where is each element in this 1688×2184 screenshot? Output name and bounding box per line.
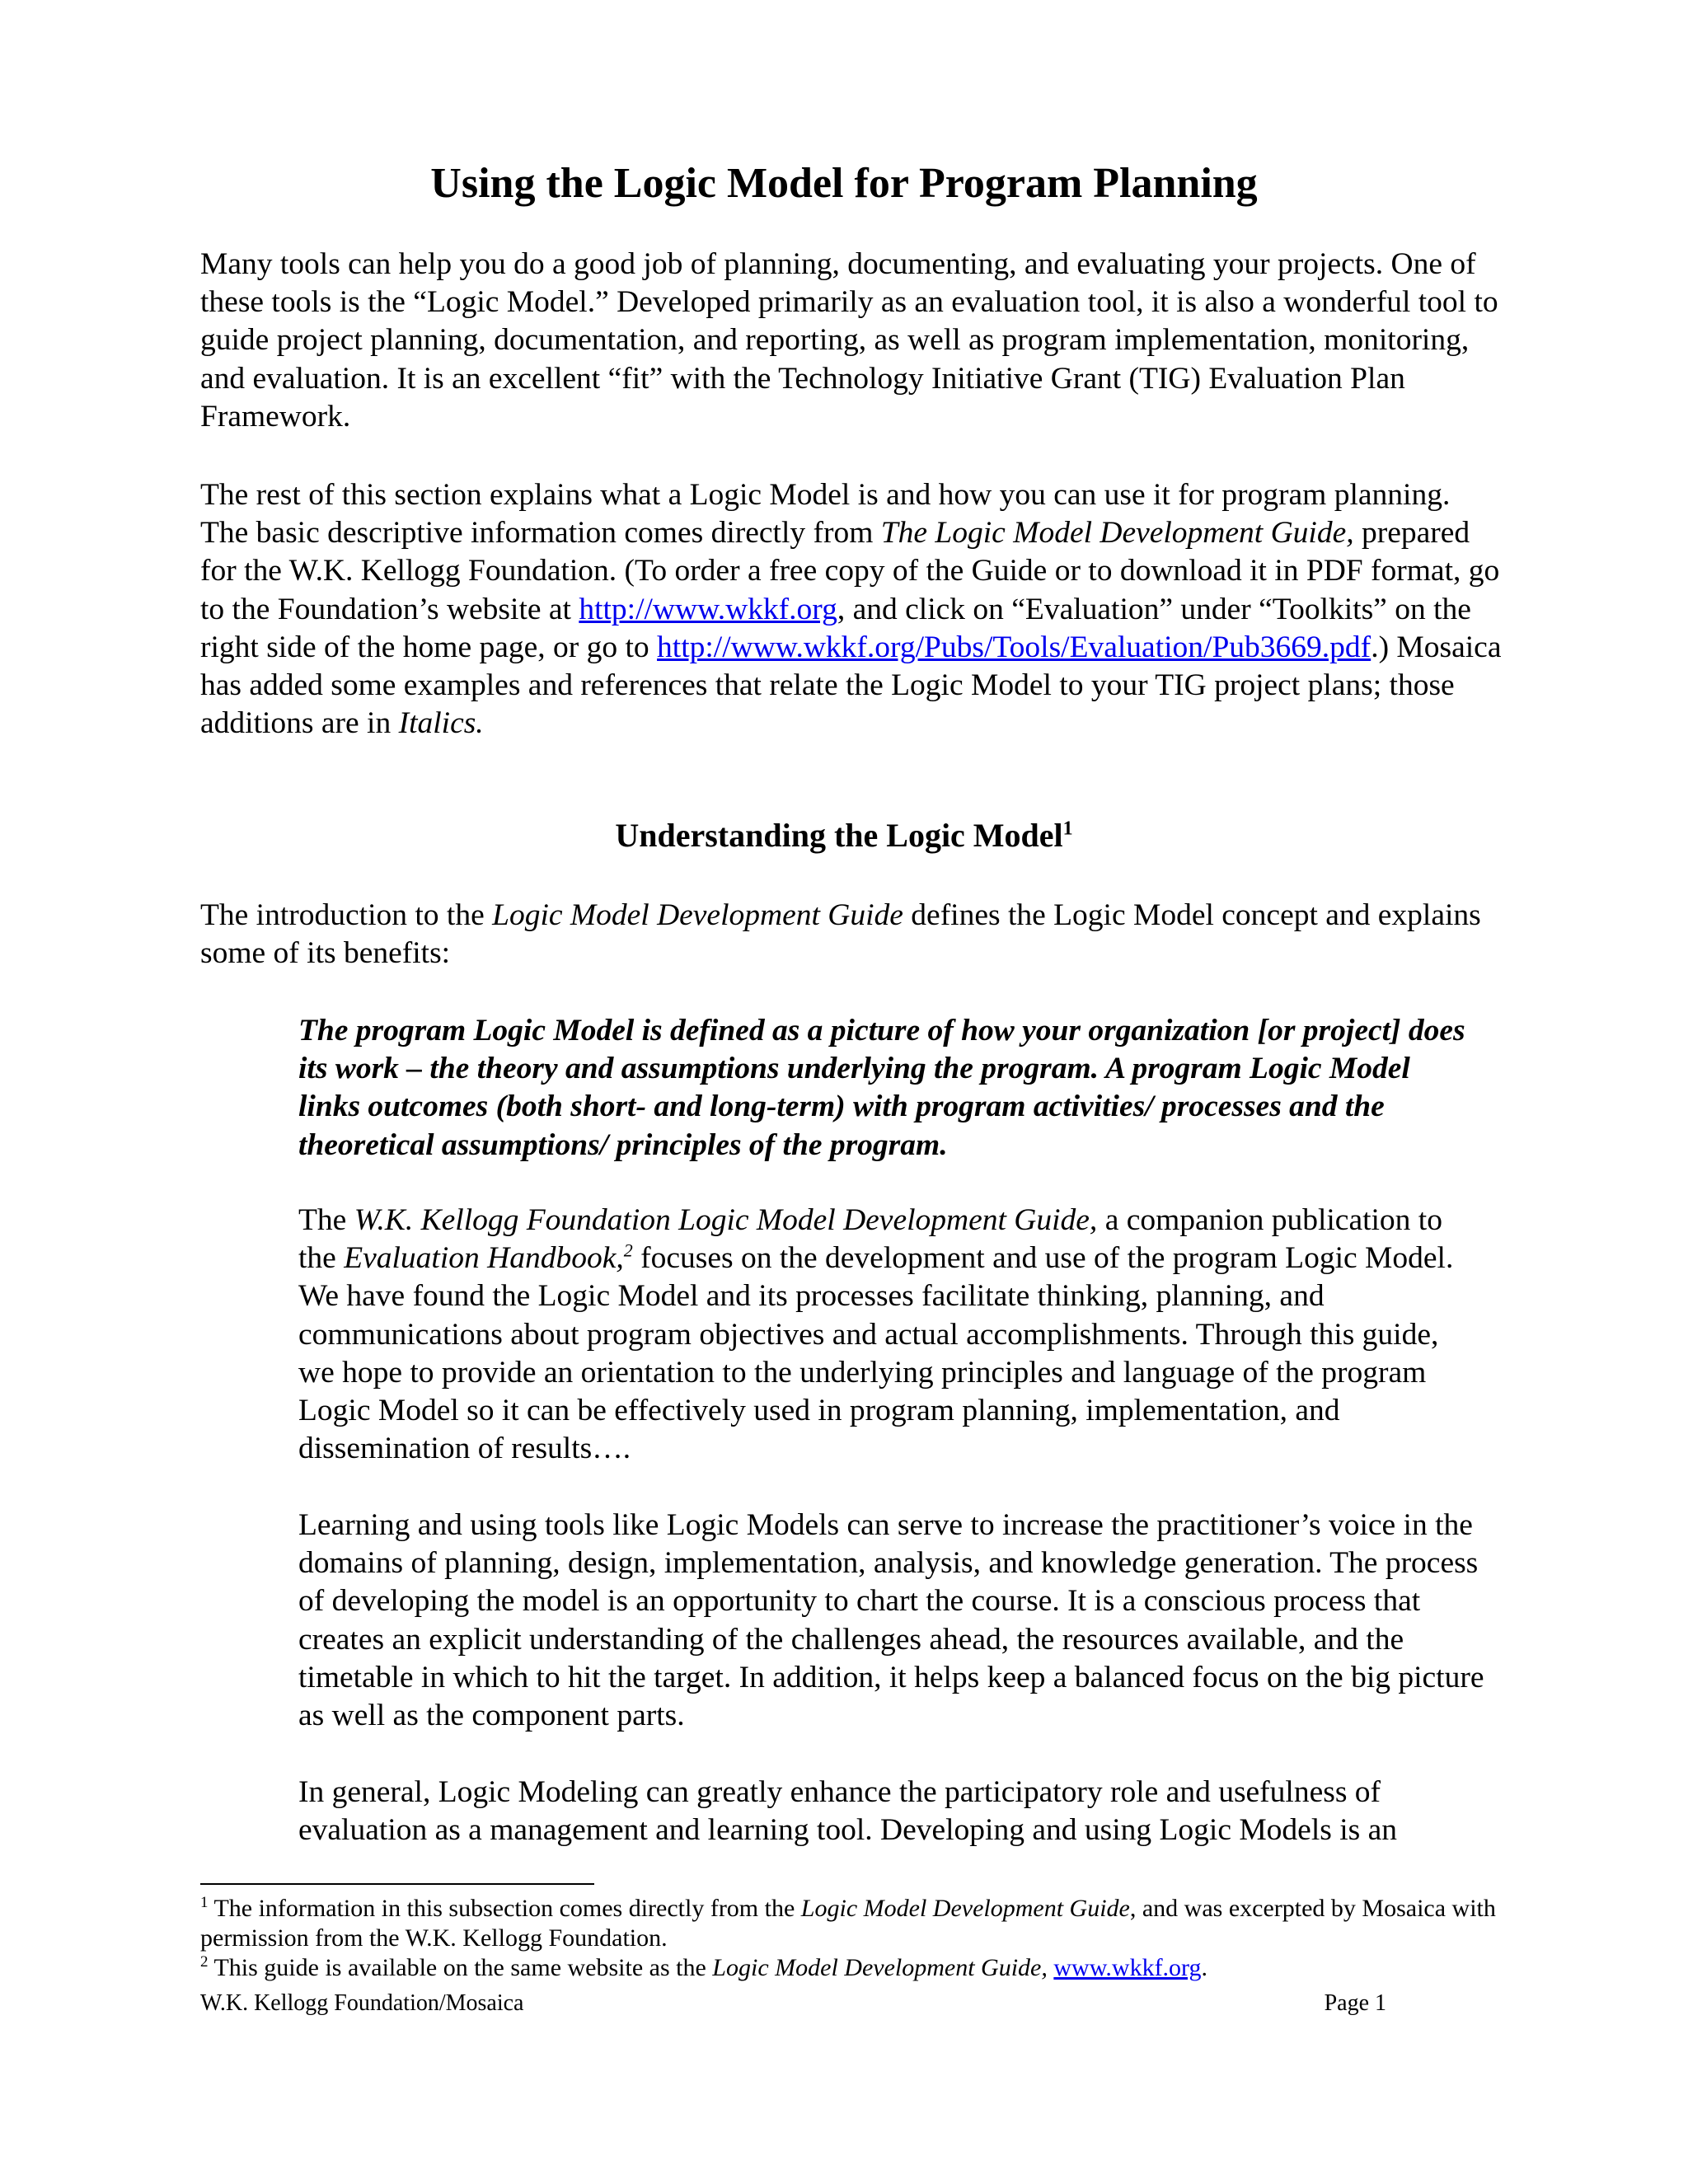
footnote-1-number: 1 (200, 1894, 209, 1911)
quote2-text-2: a companion publication to the (298, 1203, 1442, 1276)
quote2-guide-title: W.K. Kellogg Foundation Logic Model Development Guide, (354, 1203, 1098, 1237)
general-quote: In general, Logic Modeling can greatly enhance the participatory role and usefulness of evaluation as a management and learning tool. Developing and using Logic Models is an (298, 1775, 1397, 1848)
quote2-handbook: Evaluation Handbook, (344, 1241, 624, 1276)
page-title: Using the Logic Model for Program Planning (430, 160, 1258, 207)
footnote-1-italic: Logic Model Development Guide (800, 1895, 1130, 1922)
section-heading (0, 812, 1688, 860)
para2-text-1: The rest of this section explains what a Logic Model is and how you can use it for program planning. The basic descriptive information comes directly from (200, 478, 1451, 551)
footnote-divider (200, 1883, 594, 1885)
footnote-2-italic: Logic Model Development Guide, (712, 1954, 1048, 1981)
section-heading-text: Understanding the Logic Model (615, 817, 1063, 854)
para2-text-4: .) Mosaica has added some examples and references that relate the Logic Model to your TIG project plans; those additions are in (200, 630, 1502, 741)
learning-quote: Learning and using tools like Logic Models can serve to increase the practitioner’s voice in the domains of planning, design, implementation, analysis, and knowledge generation. The process of developing the model is an opportunity to chart the course. It is a conscious process that creates an explicit understanding of the challenges ahead, the resources available, and the timetable in which to hit the target. In addition, it helps keep a balanced focus on the big picture as well as the component parts. (298, 1508, 1484, 1733)
description-paragraph (200, 476, 1503, 743)
para3-guide-title: Logic Model Development Guide (492, 898, 903, 932)
wkkf-pdf-link[interactable]: http://www.wkkf.org/Pubs/Tools/Evaluation/Pub3669.pdf (657, 630, 1372, 664)
footnote-1-text-2: , and was excerpted by Mosaica with permission from the W.K. Kellogg Foundation. (200, 1895, 1496, 1952)
guide-title-italic: The Logic Model Development Guide, (880, 516, 1354, 551)
quote2-text-3: focuses on the development and use of the program Logic Model. We have found the Logic Model and its processes facilitate thinking, planning, and communications about program objectives and actual accomplishments. Through this guide, we hope to provide an orientation to the underlying principles and language of the program Logic Model so it can be effectively used in program planning, implementation, and dissemination of results…. (298, 1241, 1454, 1466)
para2-text-2: prepared for the W.K. Kellogg Foundation. (To order a free copy of the Guide or to download it in PDF format, go to the Foundation’s website at (200, 516, 1500, 626)
para3-text-2: defines the Logic Model concept and explains some of its benefits: (200, 898, 1481, 971)
footnote-1 (200, 1894, 1503, 1953)
para2-text-3: , and click on “Evaluation” under “Toolkits” on the right side of the home page, or go to (200, 592, 1471, 664)
footnote-2-link[interactable]: www.wkkf.org (1053, 1954, 1202, 1981)
para3-text-1: The introduction to the (200, 898, 493, 932)
quote2-text-1: The (298, 1203, 354, 1237)
companion-quote (298, 1202, 1477, 1468)
italics-word: Italics. (398, 706, 484, 741)
definition-quote: The program Logic Model is defined as a picture of how your organization [or project] does its work – the theory and assumptions underlying the program. A program Logic Model links outcomes (both short- and long-term) with program activities/ processes and the theoretical assumptions/ principles of the program. (298, 1014, 1465, 1162)
footnote-ref-1: 1 (1062, 818, 1073, 840)
footnote-2 (200, 1953, 1503, 1983)
footnote-2-text-3: . (1201, 1954, 1208, 1981)
footnote-1-text-1: The information in this subsection comes directly from the (208, 1895, 801, 1922)
footnotes (200, 1894, 1503, 1983)
guide-intro-paragraph (200, 897, 1503, 972)
footer-organization: W.K. Kellogg Foundation/Mosaica (200, 1990, 524, 2016)
footer-page-number: Page 1 (1324, 1990, 1386, 2016)
footnote-ref-2: 2 (623, 1240, 633, 1261)
wkkf-home-link[interactable]: http://www.wkkf.org (579, 592, 837, 626)
intro-paragraph: Many tools can help you do a good job of planning, documenting, and evaluating your projects. One of these tools is the “Logic Model.” Developed primarily as an evaluation tool, it is also a wonderful tool to guide project planning, documentation, and reporting, as well as program implementation, monitoring, and evaluation. It is an excellent “fit” with the Technology Initiative Grant (TIG) Evaluation Plan Framework. (200, 247, 1498, 434)
footnote-2-text-1: This guide is available on the same website as the (208, 1954, 713, 1981)
footnote-2-number: 2 (200, 1953, 209, 1971)
